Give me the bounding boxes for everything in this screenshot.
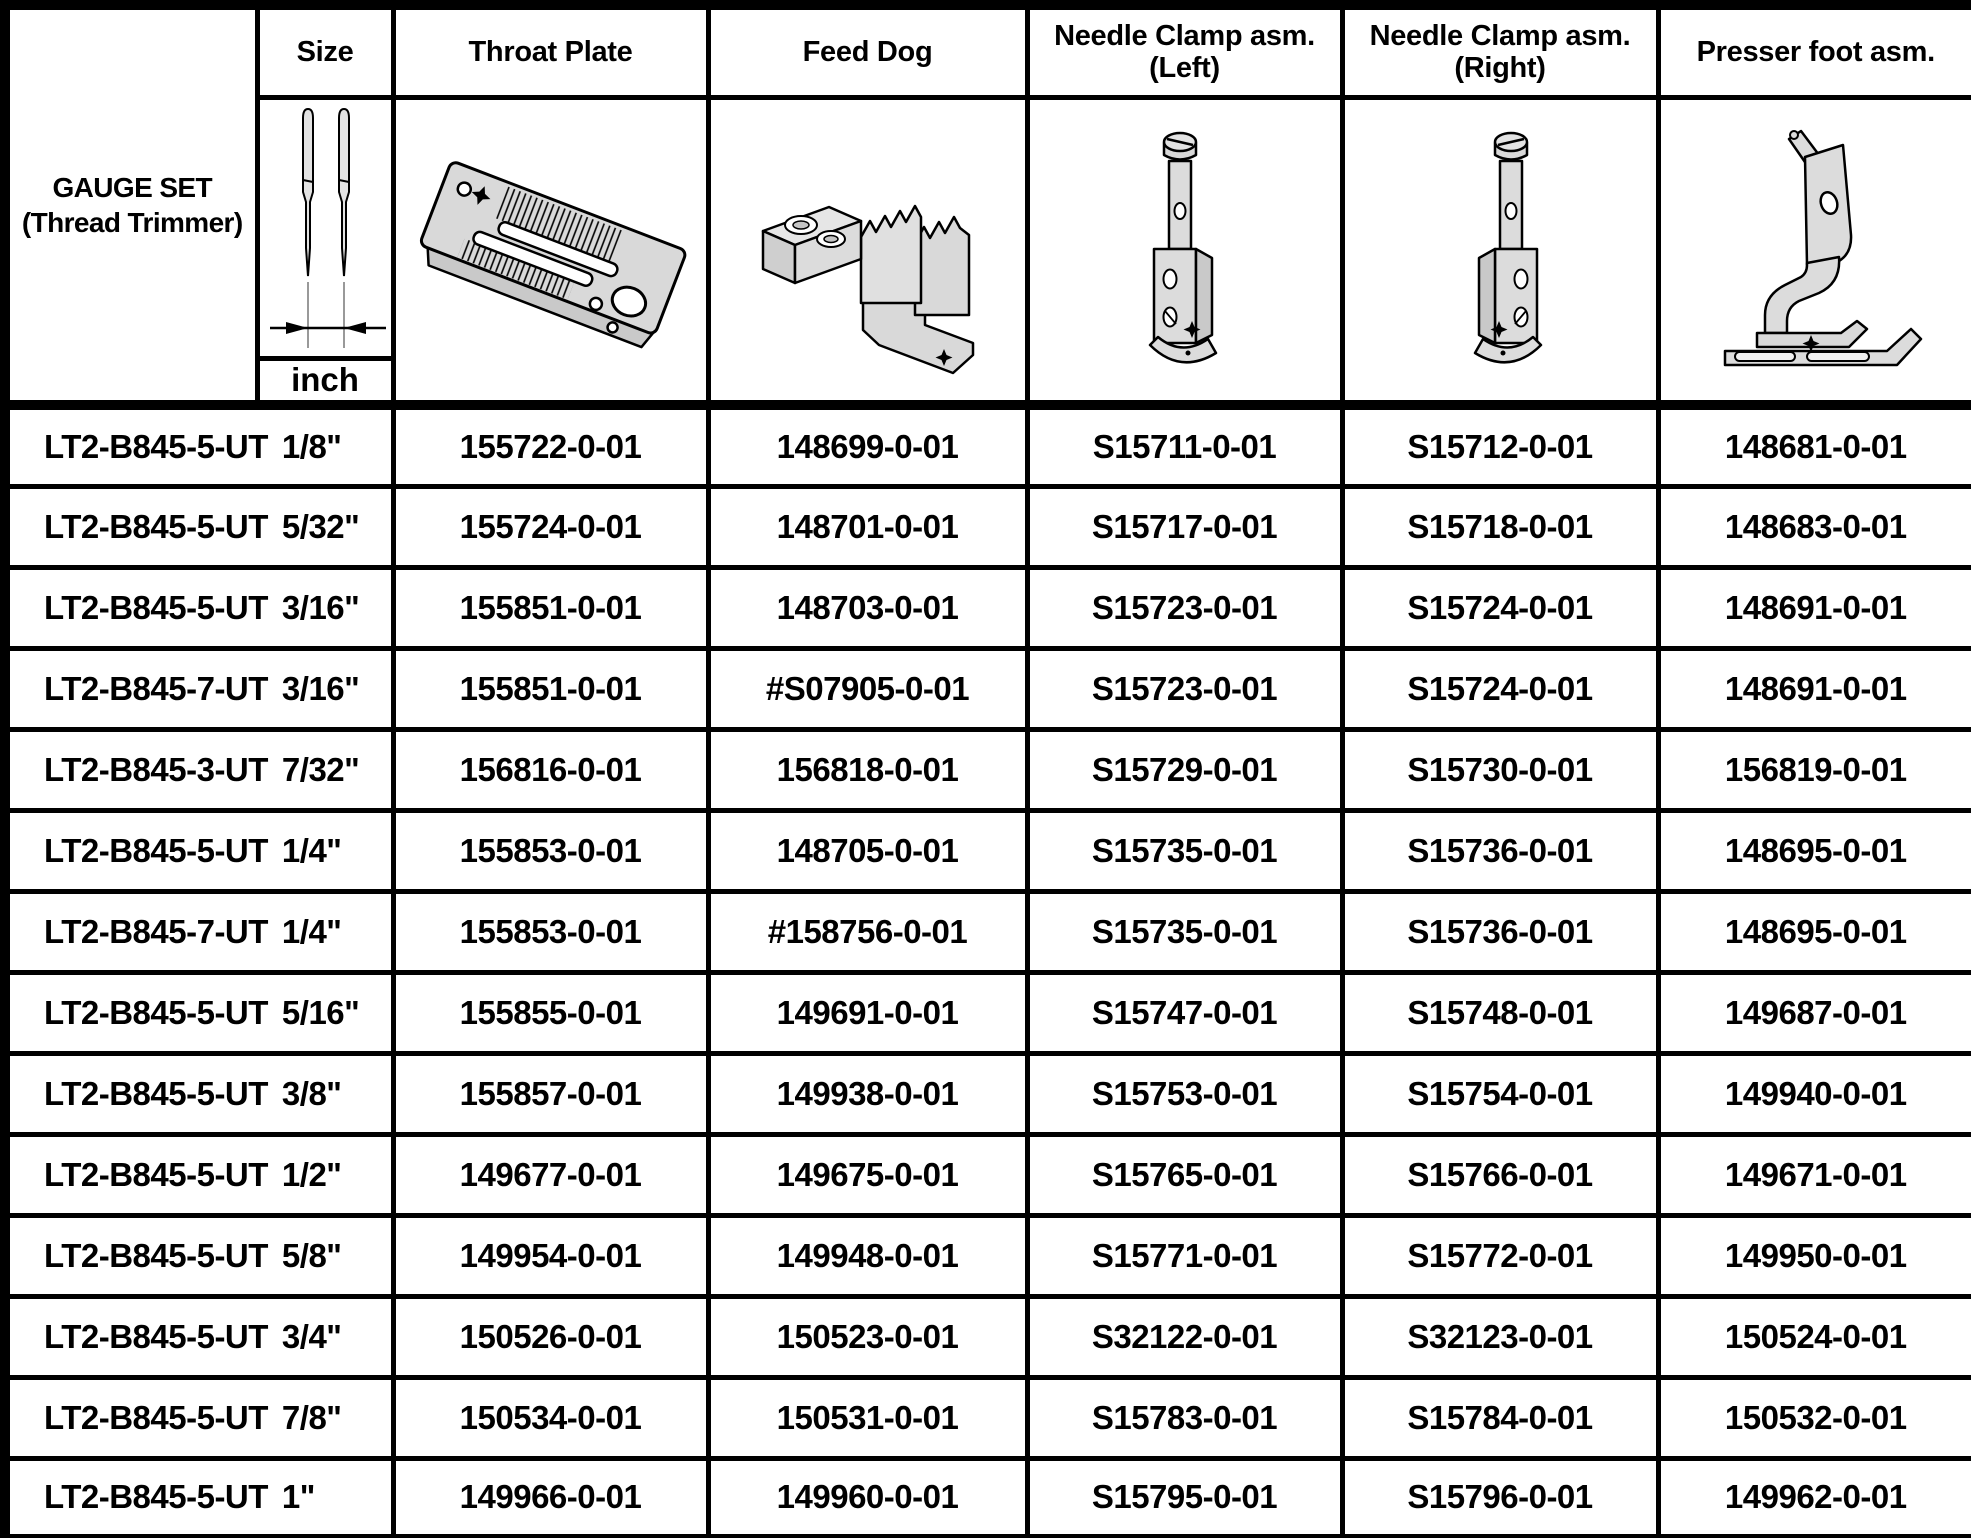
needle-clamp-left-part-number: S15723-0-01 [1027, 567, 1342, 648]
gauge-set-model: LT2-B845-5-UT [44, 1478, 268, 1516]
twin-needles-gauge-icon [260, 102, 394, 354]
table-row [5, 729, 1971, 810]
gauge-set-model: LT2-B845-5-UT [44, 831, 268, 869]
needle-clamp-left-part-number: S15729-0-01 [1027, 729, 1342, 810]
gauge-set-model-cell [5, 1296, 393, 1377]
size-gauge-illustration-cell [257, 97, 393, 358]
gauge-size: 3/16" [281, 588, 360, 626]
presser-foot-part-number: 148691-0-01 [1658, 648, 1971, 729]
presser-foot-part-number: 148691-0-01 [1658, 567, 1971, 648]
needle-clamp-right-part-number: S15784-0-01 [1342, 1377, 1658, 1458]
feed-dog-part-number: 148705-0-01 [708, 810, 1027, 891]
needle-clamp-left-label-line1: Needle Clamp asm. [1054, 19, 1315, 52]
needle-clamp-right-part-number: S15766-0-01 [1342, 1134, 1658, 1215]
throat-plate-part-number: 155851-0-01 [393, 567, 708, 648]
gauge-size: 5/32" [281, 507, 360, 545]
needle-clamp-left-part-number: S15735-0-01 [1027, 891, 1342, 972]
needle-clamp-left-part-number: S15717-0-01 [1027, 486, 1342, 567]
column-header-size: Size [257, 5, 393, 97]
needle-clamp-right-icon [1345, 125, 1659, 375]
needle-clamp-left-part-number: S15747-0-01 [1027, 972, 1342, 1053]
gauge-set-title-line1: GAUGE SET [52, 172, 212, 203]
gauge-set-model-cell [5, 1053, 393, 1134]
gauge-size: 5/16" [281, 993, 360, 1031]
throat-plate-icon [396, 125, 709, 375]
table-row [5, 1377, 1971, 1458]
table-row [5, 405, 1971, 486]
needle-clamp-left-part-number: S15711-0-01 [1027, 405, 1342, 486]
gauge-set-model: LT2-B845-7-UT [44, 912, 268, 950]
throat-plate-part-number: 155851-0-01 [393, 648, 708, 729]
gauge-size: 1/8" [281, 427, 342, 465]
gauge-set-model: LT2-B845-5-UT [44, 993, 268, 1031]
gauge-set-model: LT2-B845-5-UT [44, 1074, 268, 1112]
feed-dog-part-number: 156818-0-01 [708, 729, 1027, 810]
needle-clamp-left-part-number: S15765-0-01 [1027, 1134, 1342, 1215]
needle-clamp-left-icon [1030, 125, 1343, 375]
gauge-set-model-cell [5, 810, 393, 891]
presser-foot-part-number: 149687-0-01 [1658, 972, 1971, 1053]
table-row [5, 567, 1971, 648]
gauge-set-model: LT2-B845-5-UT [44, 507, 268, 545]
feed-dog-part-number: 148699-0-01 [708, 405, 1027, 486]
needle-clamp-left-part-number: S32122-0-01 [1027, 1296, 1342, 1377]
column-header-gauge-set [5, 5, 257, 405]
gauge-set-model-cell [5, 972, 393, 1053]
gauge-size: 7/8" [281, 1398, 342, 1436]
throat-plate-part-number: 149677-0-01 [393, 1134, 708, 1215]
needle-clamp-right-part-number: S15730-0-01 [1342, 729, 1658, 810]
gauge-size: 3/16" [281, 669, 360, 707]
presser-foot-part-number: 149671-0-01 [1658, 1134, 1971, 1215]
column-header-needle-clamp-right [1342, 5, 1658, 97]
feed-dog-part-number: 148703-0-01 [708, 567, 1027, 648]
needle-clamp-left-part-number: S15735-0-01 [1027, 810, 1342, 891]
needle-clamp-left-illustration-cell [1027, 97, 1342, 405]
needle-clamp-left-part-number: S15723-0-01 [1027, 648, 1342, 729]
throat-plate-part-number: 155857-0-01 [393, 1053, 708, 1134]
gauge-size: 1/4" [281, 912, 342, 950]
presser-foot-illustration-cell [1658, 97, 1971, 405]
dimension-arrow-right [344, 322, 366, 334]
gauge-set-model: LT2-B845-5-UT [44, 588, 268, 626]
gauge-size: 3/4" [281, 1317, 342, 1355]
needle-clamp-right-part-number: S15736-0-01 [1342, 891, 1658, 972]
gauge-set-model-cell [5, 1377, 393, 1458]
throat-plate-part-number: 155853-0-01 [393, 891, 708, 972]
throat-plate-part-number: 150526-0-01 [393, 1296, 708, 1377]
needle-clamp-left-label-line2: (Left) [1149, 52, 1220, 85]
gauge-set-model-cell [5, 567, 393, 648]
table-row [5, 486, 1971, 567]
gauge-set-model-cell [5, 1458, 393, 1538]
column-header-feed-dog: Feed Dog [708, 5, 1027, 97]
gauge-set-model-cell [5, 405, 393, 486]
throat-plate-illustration-cell [393, 97, 708, 405]
size-unit-cell: inch [257, 358, 393, 405]
table-row [5, 972, 1971, 1053]
illustration-row [5, 97, 1971, 358]
needle-clamp-right-part-number: S15748-0-01 [1342, 972, 1658, 1053]
throat-plate-part-number: 149966-0-01 [393, 1458, 708, 1538]
table-row [5, 1296, 1971, 1377]
feed-dog-part-number: 149938-0-01 [708, 1053, 1027, 1134]
gauge-size: 5/8" [281, 1236, 342, 1274]
header-row [5, 5, 1971, 97]
throat-plate-part-number: 155722-0-01 [393, 405, 708, 486]
needle-clamp-right-part-number: S32123-0-01 [1342, 1296, 1658, 1377]
needle-clamp-right-part-number: S15772-0-01 [1342, 1215, 1658, 1296]
needle-clamp-left-part-number: S15771-0-01 [1027, 1215, 1342, 1296]
gauge-set-model-cell [5, 1215, 393, 1296]
needle-clamp-left-part-number: S15753-0-01 [1027, 1053, 1342, 1134]
gauge-set-model-cell [5, 648, 393, 729]
needle-clamp-right-part-number: S15754-0-01 [1342, 1053, 1658, 1134]
gauge-size: 7/32" [281, 750, 360, 788]
needle-clamp-right-part-number: S15718-0-01 [1342, 486, 1658, 567]
throat-plate-part-number: 156816-0-01 [393, 729, 708, 810]
needle-clamp-left-part-number: S15783-0-01 [1027, 1377, 1342, 1458]
gauge-size: 3/8" [281, 1074, 342, 1112]
feed-dog-part-number: 148701-0-01 [708, 486, 1027, 567]
throat-plate-part-number: 155724-0-01 [393, 486, 708, 567]
feed-dog-illustration-cell [708, 97, 1027, 405]
gauge-set-model-cell [5, 729, 393, 810]
needle-clamp-right-part-number: S15712-0-01 [1342, 405, 1658, 486]
parts-rows [5, 405, 1971, 1538]
gauge-set-model-cell [5, 1134, 393, 1215]
gauge-set-model: LT2-B845-7-UT [44, 669, 268, 707]
feed-dog-part-number: 150531-0-01 [708, 1377, 1027, 1458]
feed-dog-part-number: 150523-0-01 [708, 1296, 1027, 1377]
presser-foot-part-number: 148681-0-01 [1658, 405, 1971, 486]
presser-foot-part-number: 148695-0-01 [1658, 891, 1971, 972]
dimension-arrow-left [286, 322, 308, 334]
needle-clamp-right-part-number: S15736-0-01 [1342, 810, 1658, 891]
table-row [5, 1215, 1971, 1296]
needle-clamp-right-label-line2: (Right) [1454, 52, 1546, 85]
presser-foot-part-number: 148695-0-01 [1658, 810, 1971, 891]
feed-dog-part-number: #S07905-0-01 [708, 648, 1027, 729]
presser-foot-part-number: 149950-0-01 [1658, 1215, 1971, 1296]
gauge-size: 1/2" [281, 1155, 342, 1193]
presser-foot-icon [1661, 125, 1971, 375]
table-row [5, 1134, 1971, 1215]
needle-clamp-right-part-number: S15796-0-01 [1342, 1458, 1658, 1538]
gauge-set-model: LT2-B845-5-UT [44, 1317, 268, 1355]
presser-foot-part-number: 150524-0-01 [1658, 1296, 1971, 1377]
column-header-needle-clamp-left [1027, 5, 1342, 97]
feed-dog-part-number: #158756-0-01 [708, 891, 1027, 972]
gauge-set-model-cell [5, 891, 393, 972]
presser-foot-part-number: 149940-0-01 [1658, 1053, 1971, 1134]
needle-clamp-right-illustration-cell [1342, 97, 1658, 405]
feed-dog-part-number: 149960-0-01 [708, 1458, 1027, 1538]
feed-dog-part-number: 149691-0-01 [708, 972, 1027, 1053]
table-row [5, 648, 1971, 729]
column-header-throat-plate: Throat Plate [393, 5, 708, 97]
feed-dog-part-number: 149675-0-01 [708, 1134, 1027, 1215]
table-row [5, 891, 1971, 972]
throat-plate-part-number: 155855-0-01 [393, 972, 708, 1053]
column-header-presser-foot: Presser foot asm. [1658, 5, 1971, 97]
gauge-set-model: LT2-B845-5-UT [44, 427, 268, 465]
feed-dog-icon [711, 125, 1028, 375]
table-row [5, 1458, 1971, 1538]
presser-foot-part-number: 149962-0-01 [1658, 1458, 1971, 1538]
table-row [5, 1053, 1971, 1134]
table-row [5, 810, 1971, 891]
throat-plate-part-number: 149954-0-01 [393, 1215, 708, 1296]
presser-foot-part-number: 148683-0-01 [1658, 486, 1971, 567]
feed-dog-part-number: 149948-0-01 [708, 1215, 1027, 1296]
needle-clamp-right-label-line1: Needle Clamp asm. [1369, 19, 1631, 52]
throat-plate-part-number: 150534-0-01 [393, 1377, 708, 1458]
gauge-set-model: LT2-B845-5-UT [44, 1398, 268, 1436]
presser-foot-part-number: 150532-0-01 [1658, 1377, 1971, 1458]
needle-clamp-right-part-number: S15724-0-01 [1342, 567, 1658, 648]
throat-plate-part-number: 155853-0-01 [393, 810, 708, 891]
needle-clamp-left-part-number: S15795-0-01 [1027, 1458, 1342, 1538]
gauge-set-model: LT2-B845-5-UT [44, 1155, 268, 1193]
gauge-size: 1" [281, 1478, 315, 1516]
gauge-set-title-line2: (Thread Trimmer) [21, 207, 243, 238]
gauge-set-model-cell [5, 486, 393, 567]
gauge-size: 1/4" [281, 831, 342, 869]
gauge-set-model: LT2-B845-5-UT [44, 1236, 268, 1274]
needle-clamp-right-part-number: S15724-0-01 [1342, 648, 1658, 729]
gauge-set-model: LT2-B845-3-UT [44, 750, 268, 788]
presser-foot-part-number: 156819-0-01 [1658, 729, 1971, 810]
